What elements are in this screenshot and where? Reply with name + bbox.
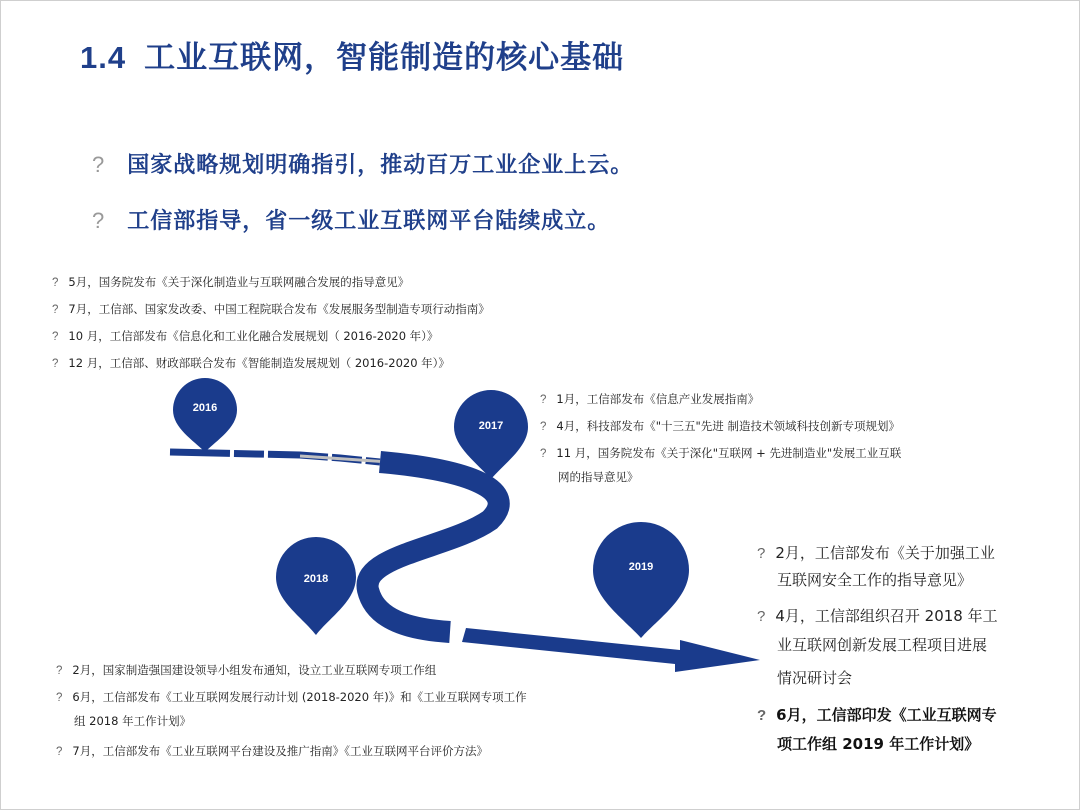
item-marker: ?: [52, 277, 59, 289]
item-text: 4月，科技部发布《"十三五"先进 制造技术领域科技创新专项规划》: [556, 419, 900, 433]
item-text: 项工作组 2019 年工作计划》: [777, 735, 980, 753]
title-text: 工业互联网，智能制造的核心基础: [144, 40, 625, 76]
item-text: 网的指导意见》: [558, 470, 639, 484]
item-2016-4: [52, 355, 450, 371]
bullet-marker: ?: [92, 152, 106, 177]
pin-2019-label: 2019: [628, 561, 654, 573]
item-2017-2: [540, 418, 900, 434]
item-text: 2月，工信部发布《关于加强工业: [775, 544, 995, 562]
pin-2018-label: 2018: [303, 573, 329, 585]
pin-2016: [173, 378, 237, 452]
item-marker: ?: [52, 358, 59, 370]
item-marker: ?: [757, 707, 767, 724]
item-2019-2: [757, 603, 998, 630]
item-text: 情况研讨会: [777, 669, 853, 687]
item-marker: ?: [757, 545, 766, 562]
item-text: 11 月，国务院发布《关于深化"互联网 + 先进制造业"发展工业互联: [556, 446, 902, 460]
item-marker: ?: [540, 421, 547, 433]
item-2019-3: [757, 702, 997, 729]
item-marker: ?: [56, 746, 63, 758]
bullet-text: 工信部指导，省一级工业互联网平台陆续成立。: [127, 209, 611, 234]
item-2018-1: [56, 662, 436, 678]
item-text: 4月，工信部组织召开 2018 年工: [775, 607, 998, 625]
item-2018-3: [56, 743, 488, 759]
item-text: 2月，国家制造强国建设领导小组发布通知，设立工业互联网专项工作组: [72, 663, 437, 677]
item-2016-1: [52, 274, 409, 290]
item-text: 7月，工信部、国家发改委、中国工程院联合发布《发展服务型制造专项行动指南》: [68, 302, 490, 316]
item-text: 互联网安全工作的指导意见》: [777, 571, 973, 589]
item-2016-3: [52, 328, 438, 344]
item-2019-2-cont1: [777, 632, 987, 659]
item-2019-1: [757, 540, 995, 567]
item-2019-3-cont: [777, 731, 979, 758]
pin-2018: [276, 537, 356, 635]
item-marker: ?: [540, 394, 547, 406]
item-text: 6月，工信部发布《工业互联网发展行动计划 (2018-2020 年)》和《工业互联网专项工作: [72, 690, 527, 704]
item-marker: ?: [540, 448, 547, 460]
bullet-marker: ?: [92, 208, 106, 233]
item-marker: ?: [52, 331, 59, 343]
item-text: 6月，工信部印发《工业互联网专: [776, 706, 997, 724]
item-marker: ?: [52, 304, 59, 316]
road-arrow: [462, 628, 760, 672]
item-text: 5月，国务院发布《关于深化制造业与互联网融合发展的指导意见》: [68, 275, 410, 289]
road-curve: [367, 462, 498, 632]
item-2019-2-cont2: [777, 665, 852, 692]
item-text: 1月，工信部发布《信息产业发展指南》: [556, 392, 760, 406]
item-text: 10 月，工信部发布《信息化和工业化融合发展规划（ 2016-2020 年）》: [68, 329, 439, 343]
item-2018-2: [56, 689, 527, 705]
item-2019-1-cont: [777, 567, 972, 594]
item-2017-3: [540, 445, 901, 461]
item-marker: ?: [757, 608, 766, 625]
item-2016-2: [52, 301, 490, 317]
item-marker: ?: [56, 692, 63, 704]
item-2017-1: [540, 391, 759, 407]
item-text: 组 2018 年工作计划》: [74, 714, 192, 728]
item-2018-2-cont: [74, 713, 191, 729]
item-text: 12 月，工信部、财政部联合发布《智能制造发展规划（ 2016-2020 年）》: [68, 356, 450, 370]
pin-2017-label: 2017: [478, 420, 504, 432]
item-2017-3-cont: [558, 469, 639, 485]
item-text: 7月，工信部发布《工业互联网平台建设及推广指南》《工业互联网平台评价方法》: [72, 744, 488, 758]
item-text: 业互联网创新发展工程项目进展: [777, 636, 988, 654]
item-marker: ?: [56, 665, 63, 677]
bullet-text: 国家战略规划明确指引，推动百万工业企业上云。: [127, 153, 634, 178]
section-number: 1.4: [80, 40, 127, 75]
pin-2016-label: 2016: [192, 402, 218, 414]
pin-2019: [593, 522, 689, 638]
